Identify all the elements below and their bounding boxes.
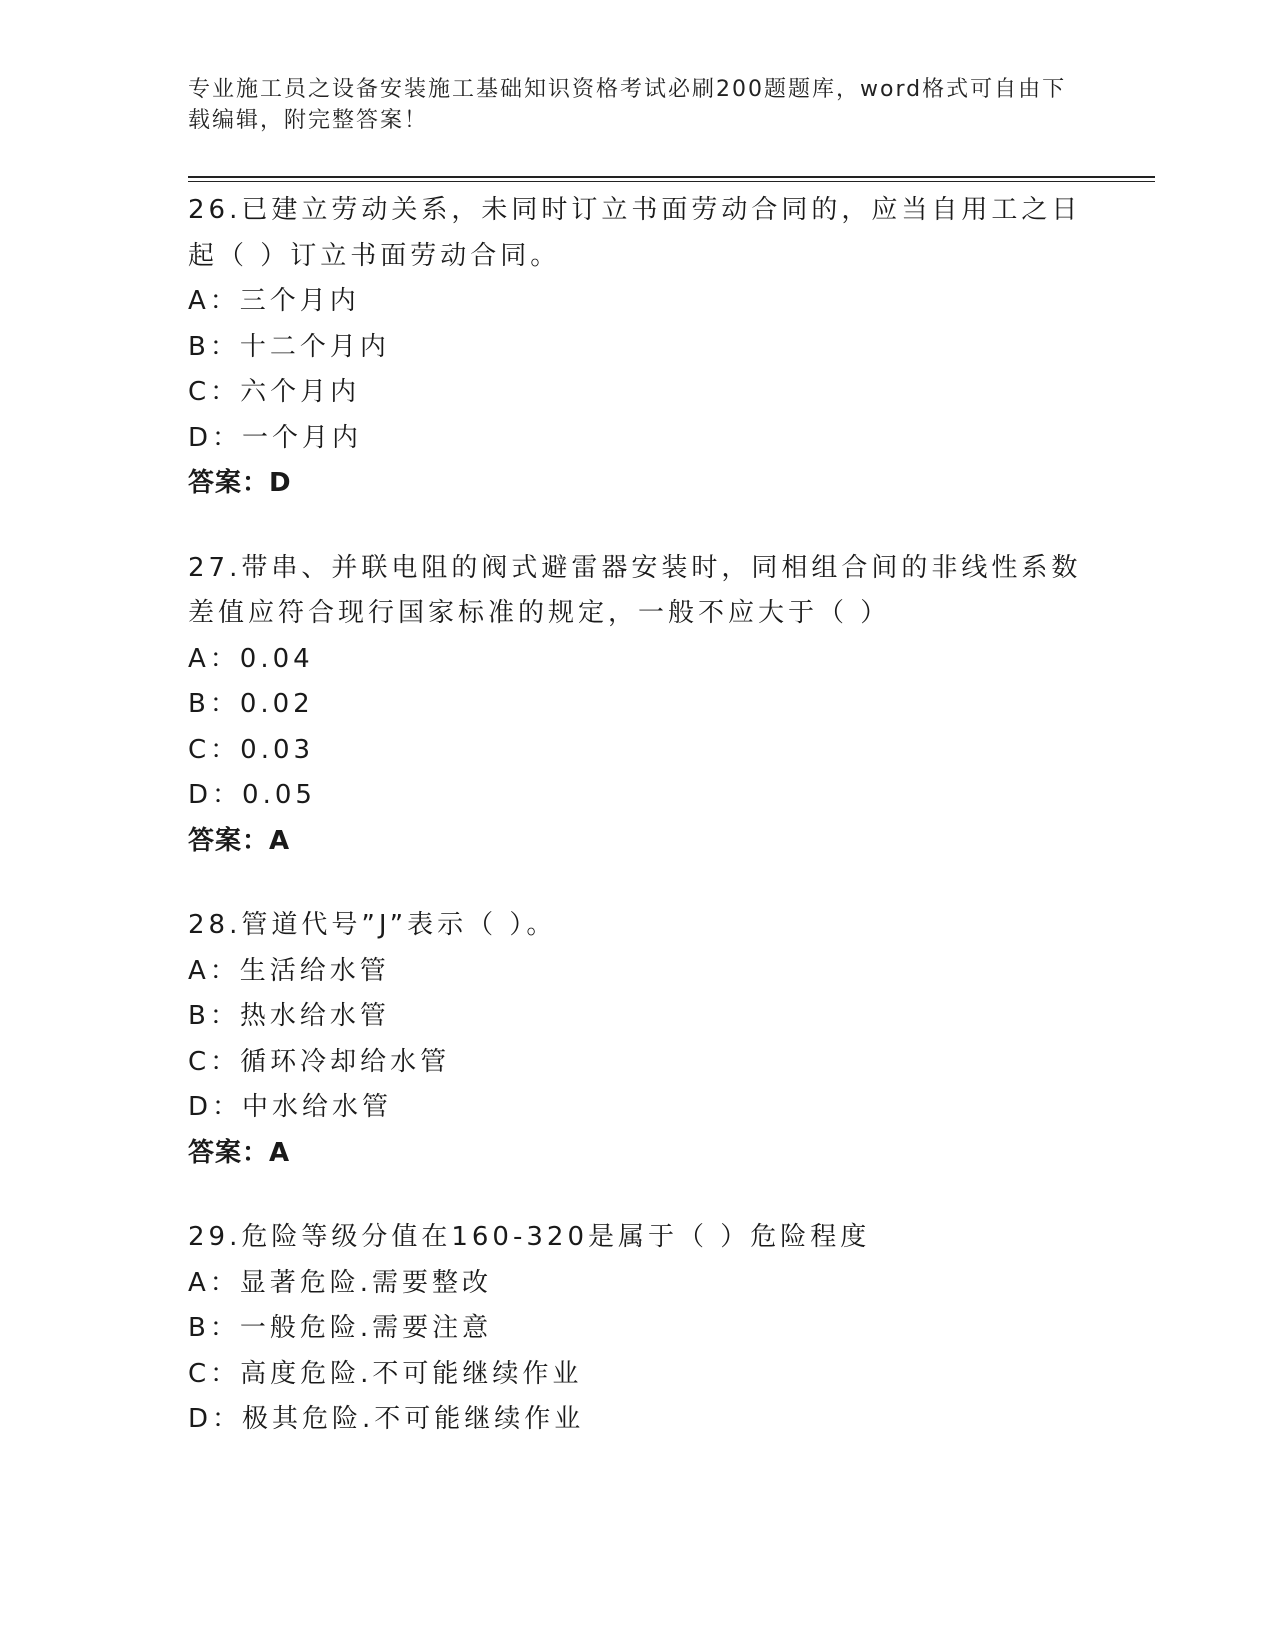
option-c: C：0.03 — [188, 734, 315, 765]
option-b: B：热水给水管 — [188, 1001, 390, 1031]
option-a: A：显著危险.需要整改 — [188, 1267, 493, 1298]
option-d: D：一个月内 — [188, 422, 363, 453]
option-c: C：循环冷却给水管 — [188, 1046, 451, 1077]
header-divider-thin — [188, 181, 1155, 182]
header-divider-thick — [188, 176, 1155, 178]
answer-label: 答案：D — [188, 468, 292, 498]
question-27 — [188, 546, 1148, 865]
answer-label: 答案：A — [188, 825, 291, 856]
option-a: A：0.04 — [188, 643, 314, 674]
option-d: D：中水给水管 — [188, 1092, 393, 1122]
option-c: C：六个月内 — [188, 377, 361, 407]
document-header: 专业施工员之设备安装施工基础知识资格考试必刷200题题库，word格式可自由下载编辑，附完整答案！ — [188, 77, 1067, 133]
question-stem: 26.已建立劳动关系，未同时订立书面劳动合同的，应当自用工之日起（ ）订立书面劳动合同。 — [188, 195, 1082, 271]
question-26 — [188, 188, 1148, 507]
question-stem: 28.管道代号”J”表示（ ）。 — [188, 910, 557, 940]
question-stem: 29.危险等级分值在160-320是属于（ ）危险程度 — [188, 1222, 871, 1252]
option-b: B：一般危险.需要注意 — [188, 1313, 493, 1343]
option-d: D：极其危险.不可能继续作业 — [188, 1404, 585, 1434]
option-a: A：生活给水管 — [188, 955, 390, 986]
option-a: A：三个月内 — [188, 286, 360, 316]
question-28 — [188, 903, 1148, 1176]
option-b: B：十二个月内 — [188, 331, 390, 362]
question-list — [188, 188, 1148, 1482]
question-stem: 27.带串、并联电阻的阀式避雷器安装时，同相组合间的非线性系数差值应符合现行国家标准的规定，一般不应大于（ ） — [188, 552, 1082, 628]
option-c: C：高度危险.不可能继续作业 — [188, 1358, 583, 1389]
option-b: B：0.02 — [188, 689, 314, 719]
question-29 — [188, 1215, 1148, 1443]
answer-label: 答案：A — [188, 1137, 291, 1168]
option-d: D：0.05 — [188, 780, 316, 810]
